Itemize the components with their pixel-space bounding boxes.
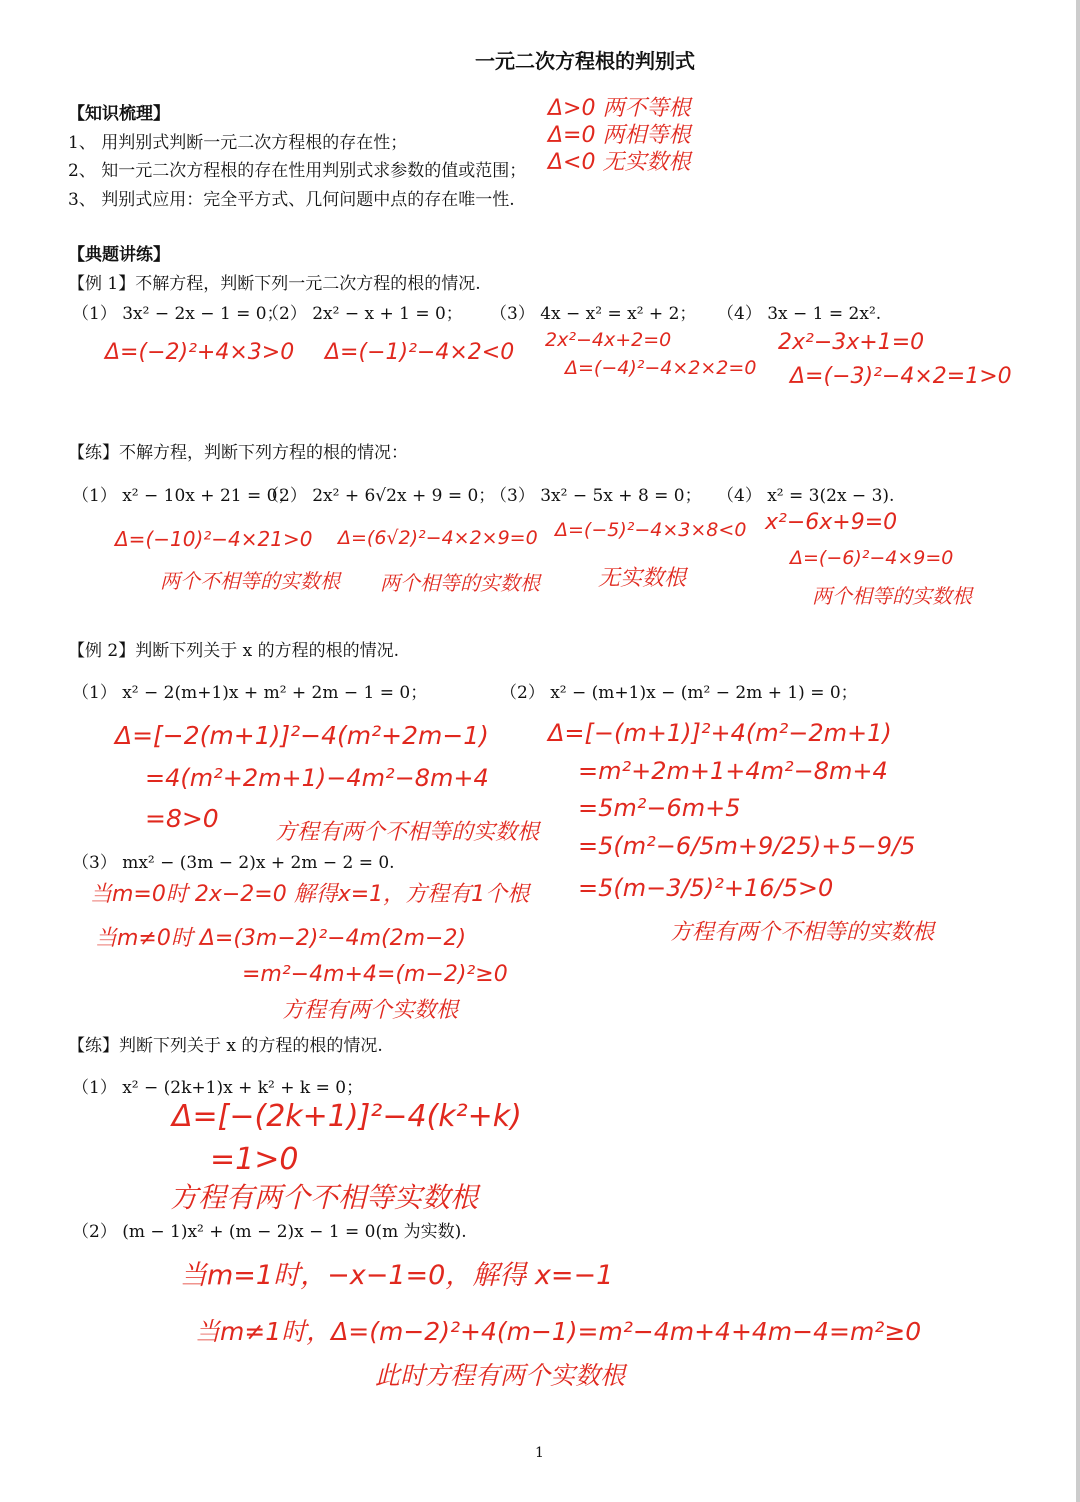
equation: （3） mx² − (3m − 2)x + 2m − 2 = 0. (72, 853, 395, 873)
handwritten-note: Δ=(−4)²−4×2×2=0 (565, 357, 757, 379)
example-prompt: 【例 1】不解方程，判断下列一元二次方程的根的情况. (68, 274, 481, 294)
handwritten-note: 方程有两个实数根 (282, 998, 459, 1023)
handwritten-note: x²−6x+9=0 (765, 510, 898, 535)
practice-prompt: 【练】判断下列关于 x 的方程的根的情况. (68, 1036, 383, 1056)
equation: （2） x² − (m+1)x − (m² − 2m + 1) = 0； (500, 683, 858, 703)
handwritten-note: 2x²−3x+1=0 (778, 330, 925, 355)
handwritten-note: 两个相等的实数根 (380, 571, 540, 595)
page-edge (1076, 0, 1080, 1502)
handwritten-note: 方程有两个不相等实数根 (170, 1181, 479, 1214)
practice-prompt: 【练】不解方程，判断下列方程的根的情况： (68, 443, 408, 463)
handwritten-note: =5(m−3/5)²+16/5>0 (578, 874, 834, 902)
equation: （2） 2x² + 6√2x + 9 = 0； (262, 486, 496, 506)
knowledge-heading: 【知识梳理】 (68, 104, 170, 124)
handwritten-note: 方程有两个不相等的实数根 (670, 920, 935, 945)
handwritten-note: =m²+2m+1+4m²−8m+4 (578, 757, 888, 785)
equation: （3） 3x² − 5x + 8 = 0； (490, 486, 702, 506)
handwritten-note: Δ=(−10)²−4×21>0 (115, 527, 313, 551)
knowledge-item: 3、 判别式应用：完全平方式、几何问题中点的存在唯一性. (68, 190, 515, 210)
handwritten-note: 当m≠1时，Δ=(m−2)²+4(m−1)=m²−4m+4+4m−4=m²≥0 (195, 1317, 922, 1346)
handwritten-note: =1>0 (210, 1142, 299, 1177)
handwritten-note: 方程有两个不相等的实数根 (275, 820, 540, 845)
handwritten-note: Δ<0 无实数根 (548, 150, 691, 175)
equation: （1） x² − 10x + 21 = 0； (72, 486, 295, 506)
equation: （1） x² − 2(m+1)x + m² + 2m − 1 = 0； (72, 683, 428, 703)
handwritten-note: =8>0 (145, 804, 219, 833)
equation: （1） 3x² − 2x − 1 = 0； (72, 304, 284, 324)
handwritten-note: 当m=1时，−x−1=0，解得 x=−1 (180, 1260, 614, 1291)
handwritten-note: 2x²−4x+2=0 (545, 329, 672, 351)
handwritten-note: Δ=(−2)²+4×3>0 (105, 340, 295, 365)
handwritten-note: Δ=[−(2k+1)]²−4(k²+k) (172, 1099, 522, 1134)
section-heading: 【典题讲练】 (68, 245, 170, 265)
equation: （3） 4x − x² = x² + 2； (490, 304, 697, 324)
handwritten-note: Δ=0 两相等根 (548, 123, 691, 148)
handwritten-note: =5m²−6m+5 (578, 794, 741, 822)
equation: （4） 3x − 1 = 2x². (717, 304, 882, 324)
equation: （2） 2x² − x + 1 = 0； (262, 304, 463, 324)
handwritten-note: 此时方程有两个实数根 (375, 1361, 626, 1390)
handwritten-note: 当m≠0时 Δ=(3m−2)²−4m(2m−2) (95, 926, 467, 951)
handwritten-note: Δ=(−6)²−4×9=0 (790, 547, 954, 569)
handwritten-note: Δ=(−5)²−4×3×8<0 (555, 519, 747, 541)
equation: （2） (m − 1)x² + (m − 2)x − 1 = 0(m 为实数). (72, 1222, 467, 1242)
handwritten-note: Δ=(−3)²−4×2=1>0 (790, 364, 1012, 389)
handwritten-note: Δ=[−2(m+1)]²−4(m²+2m−1) (115, 721, 489, 750)
handwritten-note: 两个相等的实数根 (812, 584, 972, 608)
handwritten-note: Δ=(6√2)²−4×2×9=0 (338, 527, 538, 549)
handwritten-note: 无实数根 (598, 566, 687, 591)
handwritten-note: 当m=0时 2x−2=0 解得x=1，方程有1个根 (90, 882, 530, 907)
equation: （4） x² = 3(2x − 3). (717, 486, 895, 506)
page-number: 1 (535, 1445, 544, 1461)
equation: （1） x² − (2k+1)x + k² + k = 0； (72, 1078, 364, 1098)
handwritten-note: Δ=(−1)²−4×2<0 (325, 340, 515, 365)
handwritten-note: =5(m²−6/5m+9/25)+5−9/5 (578, 832, 916, 860)
handwritten-note: =m²−4m+4=(m−2)²≥0 (242, 962, 508, 987)
example-prompt: 【例 2】判断下列关于 x 的方程的根的情况. (68, 641, 400, 661)
knowledge-item: 2、 知一元二次方程根的存在性用判别式求参数的值或范围； (68, 161, 527, 181)
handwritten-note: Δ>0 两不等根 (548, 96, 691, 121)
knowledge-item: 1、 用判别式判断一元二次方程根的存在性； (68, 133, 408, 153)
handwritten-note: =4(m²+2m+1)−4m²−8m+4 (145, 764, 489, 792)
handwritten-note: Δ=[−(m+1)]²+4(m²−2m+1) (548, 719, 892, 747)
handwritten-note: 两个不相等的实数根 (160, 569, 340, 593)
page-title: 一元二次方程根的判别式 (475, 49, 695, 73)
